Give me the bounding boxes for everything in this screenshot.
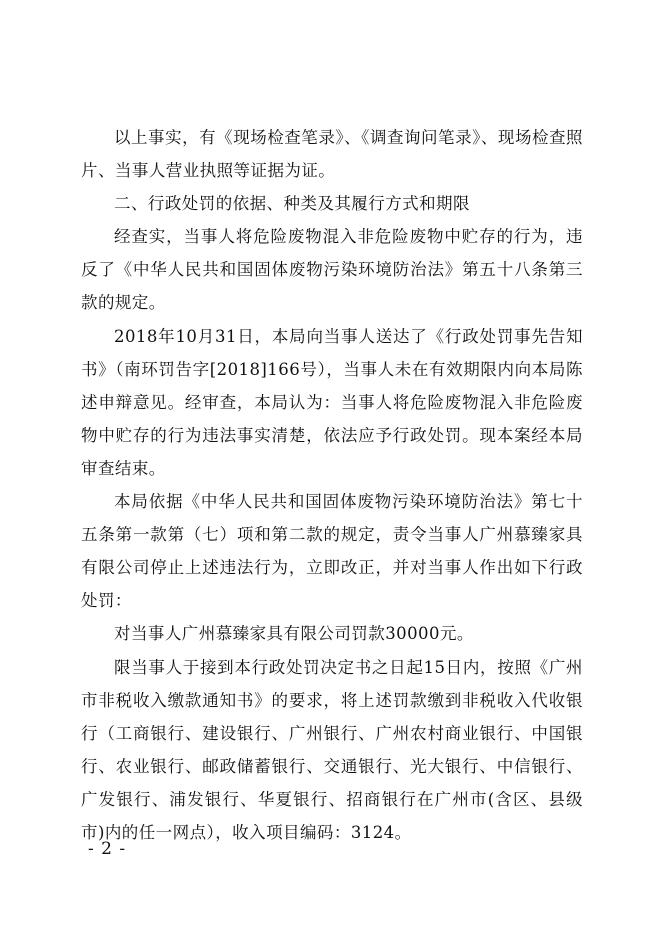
paragraph-evidence: 以上事实，有《现场检查笔录》、《调查询问笔录》、现场检查照片、当事人营业执照等证据为证。 [81,128,583,181]
paragraph-notice-delivery: 2018年10月31日，本局向当事人送达了《行政处罚事先告知书》（南环罚告字[2018]166号），当事人未在有效期限内向本局陈述申辩意见。经审查，本局认为：当事人将危险废物混入非危险废物中贮存的行为违法事实清楚，依法应予行政处罚。现本案经本局审查结束。 [81,326,583,478]
paragraph-violation-finding: 经查实，当事人将危险废物混入非危险废物中贮存的行为，违反了《中华人民共和国固体废物污染环境防治法》第五十八条第三款的规定。 [81,227,583,313]
paragraph-fine-amount: 对当事人广州慕臻家具有限公司罚款30000元。 [114,624,474,644]
paragraph-payment-instructions: 限当事人于接到本行政处罚决定书之日起15日内，按照《广州市非税收入缴款通知书》的要求，将上述罚款缴到非税收入代收银行（工商银行、建设银行、广州银行、广州农村商业银行、中国银行、农业银行、邮政储蓄银行、交通银行、光大银行、中信银行、广发银行、浦发银行、华夏银行、招商银行在广州市(含区、县级市)内的任一网点），收入项目编码：3124。 [81,657,583,842]
paragraph-legal-basis: 本局依据《中华人民共和国固体废物污染环境防治法》第七十五条第一款第（七）项和第二款的规定，责令当事人广州慕臻家具有限公司停止上述违法行为，立即改正，并对当事人作出如下行政处罚： [81,492,583,611]
document-body [81,121,583,849]
page-number: - 2 - [88,839,127,859]
section-heading-penalty-basis: 二、行政处罚的依据、种类及其履行方式和期限 [114,194,470,214]
